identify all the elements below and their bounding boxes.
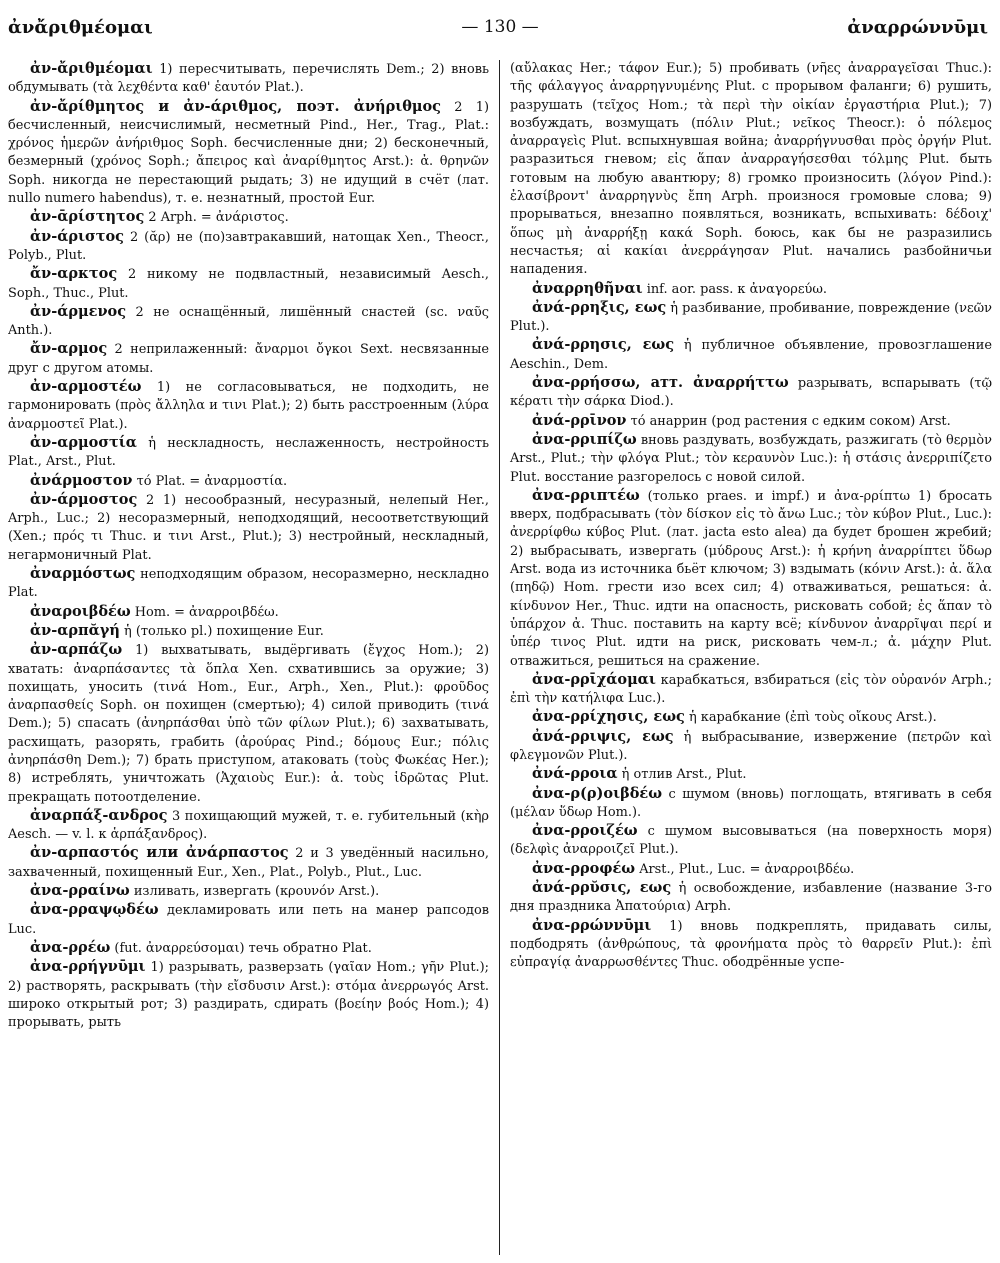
entry-lemma: ἀν-ἄρίθμητος и ἀν-άριθμος, поэт. ἀνήριθμος bbox=[30, 97, 442, 115]
entry-definition: 2 не оснащённый, лишённый снастей (sc. ναῦς Anth.). bbox=[8, 304, 489, 339]
entry-lemma: ἀνα-ρραίνω bbox=[30, 882, 130, 900]
dictionary-entry bbox=[8, 491, 489, 565]
dictionary-entry bbox=[8, 378, 489, 434]
entry-definition: 2 (ᾰρ) не (по)завтракавший, натощак Xen., Theocr., Polyb., Plut. bbox=[8, 229, 489, 263]
entry-lemma: ἄν-αρμος bbox=[30, 340, 108, 358]
dictionary-entry bbox=[8, 60, 489, 98]
entry-lemma: ἀνα-ρριπίζω bbox=[532, 430, 637, 448]
dictionary-entry bbox=[8, 208, 489, 227]
dictionary-entry bbox=[8, 844, 489, 882]
entry-lemma: ἀνα-ρραψῳδέω bbox=[30, 901, 159, 919]
dictionary-entry bbox=[510, 280, 992, 299]
dictionary-entry bbox=[510, 671, 992, 709]
entry-definition: 2 неприлаженный: ἄναρμοι ὄγκοι Sext. несвязанные друг с другом атомы. bbox=[8, 342, 489, 376]
entry-definition: 1) выхватывать, выдёргивать (ἔγχος Hom.); 2) хватать: ἀναρπάσαντες τὰ ὅπλα Xen. схватившись за оружие; 3) похищать, уносить (τινά Hom., Eur., Arph., Xen., Plut.): φροῦδος ἀναρπασθείς Soph. он похищен (смертью); 4) силой приводить (τινά Dem.); 5) спасать (ἀνηρπάσθαι ὑπὸ τῶν φίλων Plut.); 6) захватывать, расхищать, разорять, грабить (ἀρούρας Pind.; δόμους Eur.; πόλις ἀνηρπάσθη Dem.); 7) брать приступом, атаковать (τοὺς Φωκέας Her.); 8) истреблять, уничтожать (Ἀχαιοὺς Eur.): ἀ. τοὺς ἱδρῶτας Plut. прекращать потоотделение. bbox=[8, 643, 489, 805]
entry-lemma: ἀν-αρπάζω bbox=[30, 641, 123, 659]
entry-definition: Hom. = ἀναρροιβδέω. bbox=[130, 604, 279, 620]
entry-definition: ἡ выбрасывание, извержение (πετρῶν καὶ φλεγμονῶν Plut.). bbox=[510, 729, 992, 763]
entry-lemma: ἀν-αρμοστέω bbox=[30, 378, 142, 396]
page-header bbox=[8, 10, 988, 44]
dictionary-entry bbox=[510, 708, 992, 727]
dictionary-entry bbox=[510, 299, 992, 337]
entry-lemma: ἀνά-ρριψις, εως bbox=[532, 727, 674, 745]
entry-lemma: ἀνα-ρ(ρ)οιβδέω bbox=[532, 784, 663, 802]
dictionary-entry bbox=[8, 565, 489, 603]
entry-definition: декламировать или петь на манер рапсодов Luc. bbox=[8, 903, 489, 937]
entry-definition: изливать, извергать (κρουνόν Arst.). bbox=[129, 884, 380, 900]
entry-definition: (αὔλακας Her.; τάφον Eur.); 5) пробивать (νῆες ἀναρραγεῖσαι Thuc.): τῆς φάλαγγος ἀναρρηγνυμένης Plut. с прорывом фаланги; 6) рушить, разрушать (τεῖχος Hom.; τὰ περὶ τὴν οἰκίαν ἐργαστήρια Plut.); 7) возбуждать, возмущать (πόλιν Plut.; νεῖκος Theocr.): ὁ πόλεμος ἀναρραγεὶς Plut. вспыхнувшая война; ἀναρρήγνυσθαι πρὸς ὀργήν Plut. разразиться гневом; εἰς ἅπαν ἀναρραγήσεσθαι τόλμης Plut. быть готовым на любую авантюру; 8) громко произносить (λόγον Pind.): ἐλασίβροντ' ἀναρρηγνὺς ἔπη Arph. произнося громовые слова; 9) прорываться, внезапно появляться, возникать, вспыхивать: δέδοιχ' ὅπως μὴ ἀναρρήξῃ κακά Soph. боюсь, как бы не разразились несчастья; αἱ κακίαι ἀνερράγησαν Plut. начались разбойничьи нападения. bbox=[510, 61, 992, 278]
entry-definition: вновь раздувать, возбуждать, разжигать (τὸ θερμὸν Arst., Plut.; τὴν φλόγα Plut.; τὸν κεραυνὸν Luc.): ἡ στάσις ἀνερριπίζετο Plut. восстание разгорелось с новой силой. bbox=[510, 432, 992, 485]
entry-definition: 2 и 3 уведённый насильно, захваченный, похищенный Eur., Xen., Plat., Polyb., Plut., Luc. bbox=[8, 846, 489, 880]
entry-definition: 2 Arph. = ἀνάριστος. bbox=[144, 210, 289, 226]
dictionary-entry bbox=[510, 487, 992, 671]
dictionary-entry bbox=[510, 822, 992, 860]
dictionary-entry bbox=[8, 265, 489, 303]
entry-definition: τό анаррин (род растения с едким соком) Arst. bbox=[626, 413, 951, 429]
entry-lemma: ἀναροιβδέω bbox=[30, 602, 131, 620]
entry-lemma: ἀνά-ρρῑνον bbox=[532, 411, 627, 429]
dictionary-entry bbox=[8, 434, 489, 472]
entry-lemma: ἀν-ᾱρίστητος bbox=[30, 208, 145, 226]
entry-definition: ἡ нескладность, неслаженность, нестройность Plat., Arst., Plut. bbox=[8, 435, 489, 470]
entry-definition: 1) разрывать, разверзать (γαῖαν Hom.; γῆν Plut.); 2) растворять, раскрывать (τὴν εἴσδυσιν Arst.): στόμα ἀνερρωγός Arst. широко открытый рот; 3) раздирать, сдирать (βοείην βοός Hom.); 4) прорывать, рыть bbox=[8, 960, 489, 1031]
entry-lemma: ἀνα-ρρώννῡμι bbox=[532, 916, 652, 934]
dictionary-entry bbox=[8, 303, 489, 341]
entry-definition: ἡ разбивание, пробивание, повреждение (νεῶν Plut.). bbox=[510, 300, 992, 335]
dictionary-entry bbox=[8, 228, 489, 266]
entry-definition: ἡ освобождение, избавление (название 3-го дня праздника Ἀπατούρια) Arph. bbox=[510, 881, 992, 915]
dictionary-entry bbox=[8, 807, 489, 845]
entry-definition: карабкаться, взбираться (εἰς τὸν οὐρανόν Arph.; ἐπὶ τὴν κατήλιφα Luc.). bbox=[510, 672, 992, 707]
dictionary-entry bbox=[510, 412, 992, 431]
dictionary-entry bbox=[510, 431, 992, 487]
entry-lemma: ἀνα-ρροιζέω bbox=[532, 822, 638, 840]
dictionary-entry bbox=[510, 785, 992, 823]
entry-lemma: ἀν-αρμοστία bbox=[30, 433, 137, 451]
dictionary-entry bbox=[8, 958, 489, 1032]
dictionary-entry bbox=[510, 60, 992, 280]
dictionary-entry bbox=[510, 917, 992, 973]
entry-definition: τό Plat. = ἀναρμοστία. bbox=[132, 473, 288, 489]
entry-lemma: ἀναρπάξ-ανδρος bbox=[30, 806, 168, 824]
entry-lemma: ἀνά-ρροια bbox=[532, 765, 618, 783]
entry-definition: ἡ (только pl.) похищение Eur. bbox=[119, 623, 324, 639]
entry-definition: разрывать, вспарывать (τῷ κέρατι τὴν σάρκα Diod.). bbox=[510, 376, 992, 410]
entry-lemma: ἀνα-ρρήσσω, атт. ἀναρρήττω bbox=[532, 374, 789, 392]
two-column-body bbox=[8, 60, 992, 1255]
entry-definition: 1) пересчитывать, перечислять Dem.; 2) вновь обдумывать (τὰ λεχθέντα καθ' ἑαυτόν Plat.). bbox=[8, 62, 489, 96]
dictionary-entry bbox=[510, 765, 992, 784]
entry-definition: 2 никому не подвластный, независимый Aesch., Soph., Thuc., Plut. bbox=[8, 267, 489, 301]
dictionary-entry bbox=[8, 641, 489, 807]
entry-definition: Arst., Plut., Luc. = ἀναρροιβδέω. bbox=[635, 861, 855, 877]
entry-definition: 1) вновь подкреплять, придавать силы, подбодрять (ἀνθρώπους, τὰ φρονήματα πρὸς τὸ θαρρεῖν Plut.): ἐπὶ εὐπραγίᾳ ἀναρρωσθέντες Thuc. ободрённые успе- bbox=[510, 918, 992, 971]
dictionary-entry bbox=[8, 939, 489, 958]
dictionary-entry bbox=[8, 340, 489, 378]
dictionary-entry bbox=[510, 728, 992, 766]
entry-definition: 2 1) несообразный, несуразный, нелепый Her., Arph., Luc.; 2) несоразмерный, неподходящий, несоответствующий (Xen.; πρός τι Thuc. и τινι Arst., Plut.); 3) нестройный, нескладный, негармоничный Plat. bbox=[8, 492, 489, 563]
entry-lemma: ἀνα-ρρήγνῡμι bbox=[30, 958, 146, 976]
page-number: — 130 — bbox=[461, 17, 539, 37]
dictionary-entry bbox=[510, 336, 992, 374]
entry-definition: неподходящим образом, несоразмерно, нескладно Plat. bbox=[8, 567, 489, 601]
entry-lemma: ἀν-άρμενος bbox=[30, 302, 127, 320]
entry-lemma: ἀν-αρπᾰγή bbox=[30, 621, 120, 639]
right-running-headword: ἀναρρώννῡμι bbox=[847, 16, 988, 38]
left-running-headword: ἀνἄριθμέομαι bbox=[8, 16, 153, 38]
entry-definition: (fut. ἀναρρεύσομαι) течь обратно Plat. bbox=[110, 940, 372, 956]
entry-lemma: ἀναρμόστως bbox=[30, 565, 136, 583]
entry-lemma: ἀνα-ρρῑχάομαι bbox=[532, 670, 656, 688]
entry-lemma: ἀν-άρμοστος bbox=[30, 490, 138, 508]
entry-definition: с шумом высовываться (на поверхность моря) (δελφὶς ἀναρροιζεῖ Plut.). bbox=[510, 824, 992, 858]
entry-lemma: ἀνα-ρρέω bbox=[30, 938, 111, 956]
dictionary-entry bbox=[8, 98, 489, 209]
dictionary-entry bbox=[510, 374, 992, 412]
entry-lemma: ἄν-αρκτος bbox=[30, 265, 118, 283]
entry-lemma: ἀνά-ρρησις, εως bbox=[532, 336, 675, 354]
dictionary-entry bbox=[8, 603, 489, 622]
entry-definition: (только praes. и impf.) и ἀνα-ρρίπτω 1) бросать вверх, подбрасывать (τὸν δίσκον εἰς τὸ ἄνω Luc.; τὸν κύβον Plut., Luc.): ἀνερρίφθω κύβος Plut. (лат. jacta esto alea) да будет брошен жребий; 2) выбрасывать, извергать (μύδρους Arst.): ἡ κρήνη ἀναρρίπτει ὕδωρ Arst. вода из источника бьёт ключом; 3) вздымать (κόνιν Arst.): ἀ. ἅλα (πηδῷ) Hom. грести изо всех сил; 4) отваживаться, решаться: ἀ. κίνδυνον Her., Thuc. идти на опасность, рисковать собой; ἐς ἅπαν τὸ ὑπάρχον ἀ. Thuc. поставить на карту всё; κίνδυνον ἀναρρῖψαι περί и ὑπέρ τινος Plut. идти на риск, рисковать чем-л.; ἀ. μάχην Plut. отважиться, решиться на сражение. bbox=[510, 488, 992, 669]
entry-definition: 2 1) бесчисленный, неисчислимый, несметный Pind., Her., Trag., Plat.: χρόνος ἡμερῶν ἀνήριθμος Soph. бесчисленные дни; 2) бесконечный, безмерный (χρόνος Soph.; ἄπειρος καὶ ἀναρίθμητος Arst.): ἀ. θρηνῶν Soph. никогда не перестающий рыдать; 3) не идущий в счёт (лат. nullo numero habendus), т. е. незнатный, простой Eur. bbox=[8, 99, 489, 207]
entry-definition: inf. aor. pass. к ἀναγορεύω. bbox=[642, 281, 828, 297]
entry-lemma: ἀν-ἄριθμέομαι bbox=[30, 60, 153, 77]
dictionary-entry bbox=[8, 622, 489, 641]
entry-lemma: ἀνά-ρρηξις, εως bbox=[532, 298, 667, 316]
entry-definition: ἡ отлив Arst., Plut. bbox=[617, 767, 747, 783]
entry-lemma: ἀν-αρπαστός или ἀνάρπαστος bbox=[30, 844, 289, 862]
entry-lemma: ἀναρρηθῆναι bbox=[532, 279, 643, 297]
dictionary-entry bbox=[510, 860, 992, 879]
entry-lemma: ἀνά-ρρῠσις, εως bbox=[532, 879, 672, 897]
dictionary-entry bbox=[8, 882, 489, 901]
entry-lemma: ἀνα-ρριπτέω bbox=[532, 486, 640, 504]
entry-definition: 1) не согласовываться, не подходить, не гармонировать (πρὸς ἄλληλα и τινι Plat.); 2) быть расстроенным (λύρα ἀναρμοστεῖ Plat.). bbox=[8, 380, 489, 432]
left-column bbox=[8, 60, 500, 1255]
entry-lemma: ἀνα-ρρίχησις, εως bbox=[532, 708, 685, 726]
right-column bbox=[500, 60, 992, 1255]
dictionary-entry bbox=[8, 901, 489, 939]
entry-definition: 3 похищающий мужей, т. е. губительный (κὴρ Aesch. — v. l. к ἁρπάξανδρος). bbox=[8, 808, 489, 843]
entry-lemma: ἀνάρμοστον bbox=[30, 471, 133, 489]
entry-definition: ἡ публичное объявление, провозглашение Aeschin., Dem. bbox=[510, 338, 992, 372]
entry-definition: с шумом (вновь) поглощать, втягивать в себя (μέλαν ὕδωρ Hom.). bbox=[510, 786, 992, 820]
dictionary-entry bbox=[510, 879, 992, 917]
entry-lemma: ἀν-άριστος bbox=[30, 227, 125, 245]
entry-lemma: ἀνα-ρροφέω bbox=[532, 859, 636, 877]
dictionary-entry bbox=[8, 472, 489, 491]
entry-definition: ἡ карабкание (ἐπὶ τοὺς οἴκους Arst.). bbox=[684, 710, 937, 726]
